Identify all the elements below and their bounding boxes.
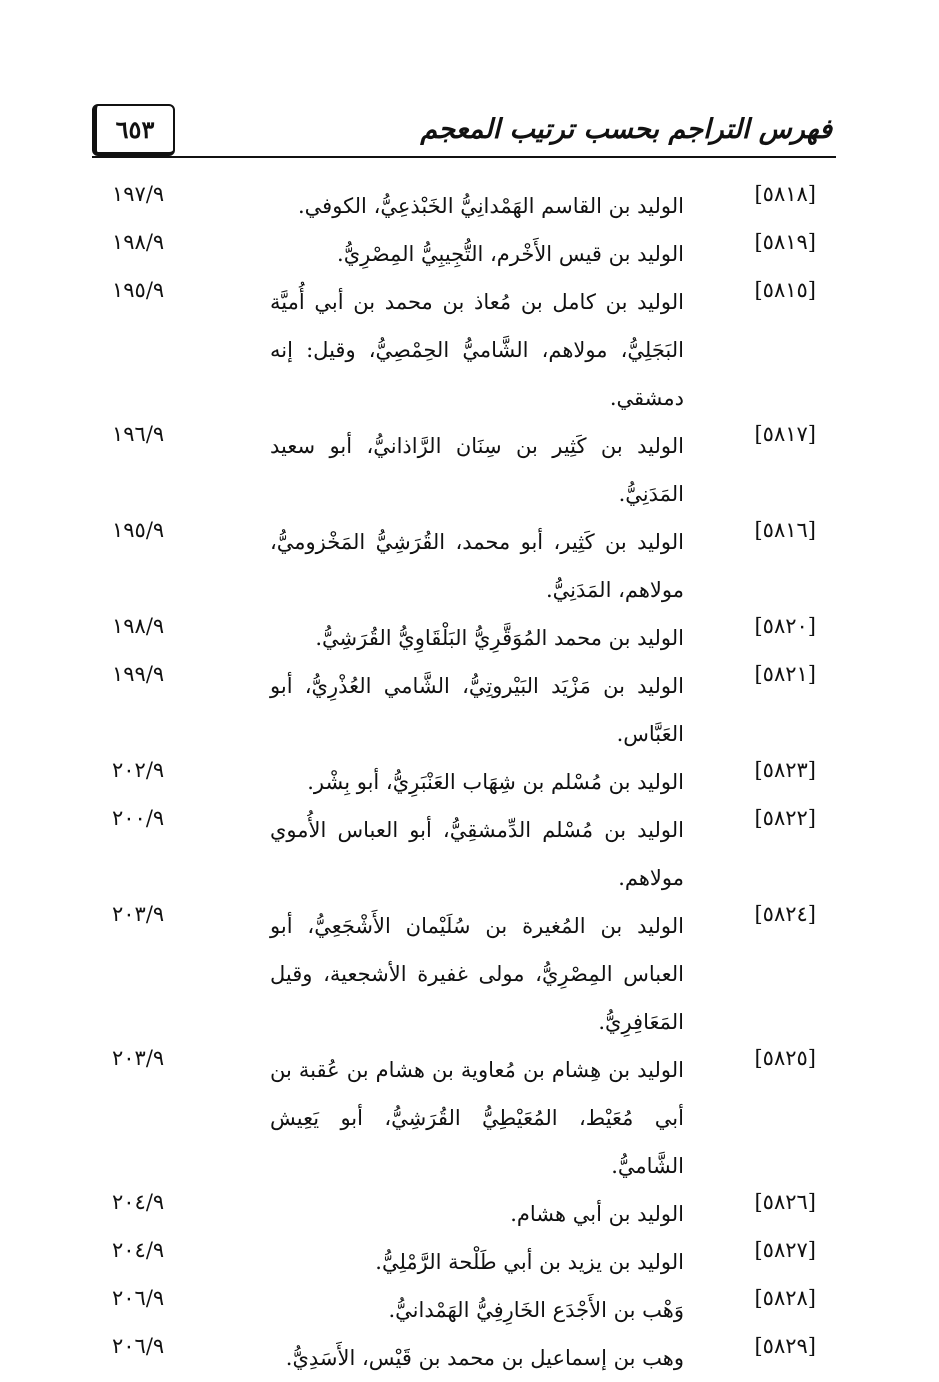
page-header — [92, 104, 836, 158]
entry-reference: ١٩٥/٩ — [112, 518, 165, 542]
entry-name: الوليد بن مَزْيَد البَيْروتِيُّ، الشَّامي العُذْرِيُّ، أبو العَبَّاس. — [270, 674, 684, 746]
entry-name: وَهْب بن الأَجْدَع الخَارِفِيُّ الهَمْدانيُّ. — [388, 1298, 684, 1322]
index-entry — [92, 1334, 836, 1382]
entry-reference: ٢٠٣/٩ — [112, 1046, 165, 1070]
entry-number: [٥٨٢٨] — [754, 1286, 816, 1310]
index-entry — [92, 1238, 836, 1286]
entry-number: [٥٨٢٦] — [754, 1190, 816, 1214]
entry-number: [٥٨١٨] — [754, 182, 816, 206]
index-entry — [92, 1190, 836, 1238]
entry-reference: ٢٠٤/٩ — [112, 1238, 165, 1262]
entry-number: [٥٨٢٢] — [754, 806, 816, 830]
entry-name: الوليد بن قيس الأَخْرم، التُّجِيبِيُّ المِصْرِيُّ. — [337, 242, 684, 266]
index-entry — [92, 758, 836, 806]
entry-number: [٥٨١٦] — [754, 518, 816, 542]
entry-reference: ٢٠٦/٩ — [112, 1286, 165, 1310]
entry-reference: ١٩٧/٩ — [112, 182, 165, 206]
entry-reference: ١٩٩/٩ — [112, 662, 165, 686]
entry-name: الوليد بن كامل بن مُعاذ بن محمد بن أبي أُميَّة البَجَلِيُّ، مولاهم، الشَّاميُّ الحِمْصِيُّ، وقيل: إنه دمشقي. — [270, 290, 684, 410]
entry-number: [٥٨١٩] — [754, 230, 816, 254]
entry-reference: ٢٠٠/٩ — [112, 806, 165, 830]
entry-number: [٥٨٢٠] — [754, 614, 816, 638]
index-entry — [92, 518, 836, 614]
entry-number: [٥٨٢٩] — [754, 1334, 816, 1358]
index-entry — [92, 182, 836, 230]
index-entry — [92, 806, 836, 902]
entry-name: وهب بن إسماعيل بن محمد بن قَيْس، الأَسَدِيُّ. — [285, 1346, 684, 1370]
entry-name: الوليد بن محمد المُوَقَّرِيُّ البَلْقَاوِيُّ القُرَشِيُّ. — [315, 626, 684, 650]
index-entry — [92, 662, 836, 758]
entry-number: [٥٨٢١] — [754, 662, 816, 686]
entry-name: الوليد بن يزيد بن أبي طَلْحة الرَّمْلِيُّ. — [375, 1250, 684, 1274]
index-entry — [92, 614, 836, 662]
entry-name: الوليد بن كَثِير، أبو محمد، القُرَشِيُّ المَخْزوميُّ، مولاهم، المَدَنِيُّ. — [270, 530, 684, 602]
entry-name: الوليد بن كَثِير بن سِنَان الرَّاذانيُّ، أبو سعيد المَدَنِيُّ. — [270, 434, 684, 506]
entry-number: [٥٨٢٥] — [754, 1046, 816, 1070]
entry-reference: ١٩٦/٩ — [112, 422, 165, 446]
index-entry — [92, 422, 836, 518]
entry-reference: ١٩٨/٩ — [112, 230, 165, 254]
running-title: فهرس التراجم بحسب ترتيب المعجم — [420, 114, 832, 145]
index-entries — [92, 182, 836, 1382]
entry-reference: ٢٠٣/٩ — [112, 902, 165, 926]
index-entry — [92, 1286, 836, 1334]
index-entry — [92, 1046, 836, 1190]
entry-reference: ٢٠٢/٩ — [112, 758, 165, 782]
entry-name: الوليد بن هِشام بن مُعاوية بن هشام بن عُقبة بن أبي مُعَيْط، المُعَيْطِيُّ القُرَشِيُّ، أبو يَعِيش الشَّاميُّ. — [270, 1058, 684, 1178]
entry-name: الوليد بن المُغيرة بن سُلَيْمان الأَشْجَعِيُّ، أبو العباس المِصْرِيُّ، مولى غفيرة الأشجعية، وقيل المَعَافِرِيُّ. — [270, 914, 684, 1034]
entry-name: الوليد بن مُسْلم بن شِهَاب العَنْبَرِيُّ، أبو بِشْر. — [307, 770, 684, 794]
header-rule — [92, 156, 836, 158]
entry-name: الوليد بن أبي هشام. — [510, 1202, 684, 1226]
index-entry — [92, 278, 836, 422]
entry-number: [٥٨١٧] — [754, 422, 816, 446]
entry-number: [٥٨٢٧] — [754, 1238, 816, 1262]
index-entry — [92, 902, 836, 1046]
entry-name: الوليد بن القاسم الهَمْدانِيُّ الخَبْذعِيُّ، الكوفي. — [298, 194, 684, 218]
entry-number: [٥٨١٥] — [754, 278, 816, 302]
entry-reference: ٢٠٦/٩ — [112, 1334, 165, 1358]
entry-reference: ١٩٨/٩ — [112, 614, 165, 638]
entry-number: [٥٨٢٣] — [754, 758, 816, 782]
entry-number: [٥٨٢٤] — [754, 902, 816, 926]
entry-reference: ١٩٥/٩ — [112, 278, 165, 302]
page-number: ٦٥٣ — [92, 104, 175, 156]
index-entry — [92, 230, 836, 278]
entry-name: الوليد بن مُسْلم الدِّمشقِيُّ، أبو العباس الأُموي مولاهم. — [270, 818, 684, 890]
entry-reference: ٢٠٤/٩ — [112, 1190, 165, 1214]
